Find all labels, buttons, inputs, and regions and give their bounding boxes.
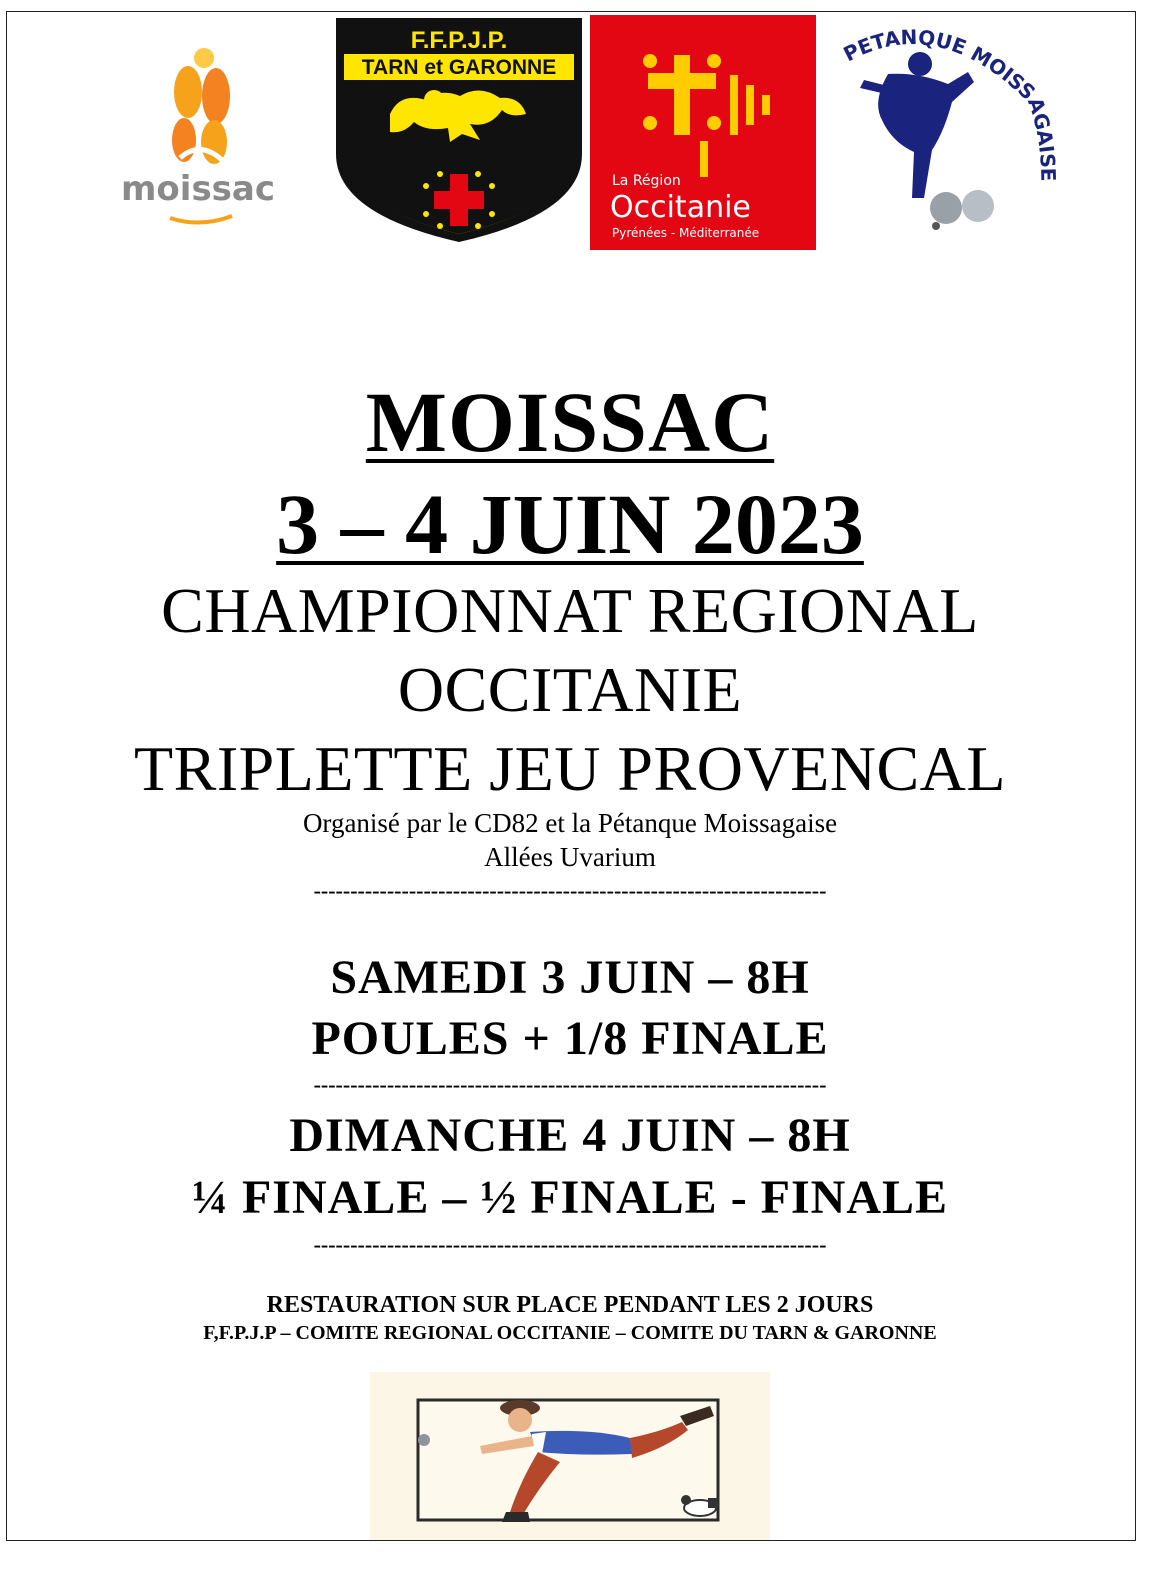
separator: ----------------------------------------------------------------------	[313, 1072, 827, 1097]
region-name: Occitanie	[610, 190, 751, 225]
separator: ----------------------------------------------------------------------	[313, 1232, 827, 1257]
event-dates: 3 – 4 JUIN 2023	[276, 476, 864, 572]
day1-heading: SAMEDI 3 JUIN – 8H	[330, 951, 810, 1004]
event-title-line2: OCCITANIE	[397, 654, 743, 725]
ffpjp-shield-logo	[330, 14, 588, 246]
moissac-city-logo	[120, 40, 276, 230]
region-label-small: La Région	[612, 173, 681, 189]
catering-note: RESTAURATION SUR PLACE PENDANT LES 2 JOURS	[266, 1292, 874, 1318]
region-subtitle: Pyrénées - Méditerranée	[612, 226, 760, 240]
day2-rounds: ¼ FINALE – ½ FINALE - FINALE	[191, 1171, 949, 1224]
event-title-line3: TRIPLETTE JEU PROVENCAL	[134, 733, 1006, 804]
day1-rounds: POULES + 1/8 FINALE	[311, 1012, 829, 1065]
organizer-text: Organisé par le CD82 et la Pétanque Moissagaise	[302, 808, 838, 838]
boule-icon	[418, 1434, 430, 1446]
ffpjp-subtitle: TARN et GARONNE	[361, 56, 557, 79]
moissac-wordmark: moissac	[120, 169, 276, 209]
petanque-moissagaise-logo	[828, 22, 1078, 242]
boules-player-illustration	[370, 1372, 770, 1540]
club-name: PETANQUE MOISSAGAISE	[839, 24, 1061, 182]
venue-text: Allées Uvarium	[484, 842, 656, 872]
separator: ----------------------------------------------------------------------	[313, 878, 827, 903]
boules-icon	[930, 190, 994, 230]
event-title-line1: CHAMPIONNAT REGIONAL	[161, 575, 979, 646]
committees-line: F,F.P.J.P – COMITE REGIONAL OCCITANIE – COMITE DU TARN & GARONNE	[203, 1322, 937, 1344]
city-title: MOISSAC	[365, 374, 775, 470]
occitan-cross-icon	[643, 54, 770, 177]
ffpjp-title: F.F.P.J.P.	[410, 27, 508, 54]
occitanie-region-logo	[590, 15, 816, 250]
day2-heading: DIMANCHE 4 JUIN – 8H	[289, 1109, 851, 1162]
boules-player-icon	[860, 52, 974, 198]
